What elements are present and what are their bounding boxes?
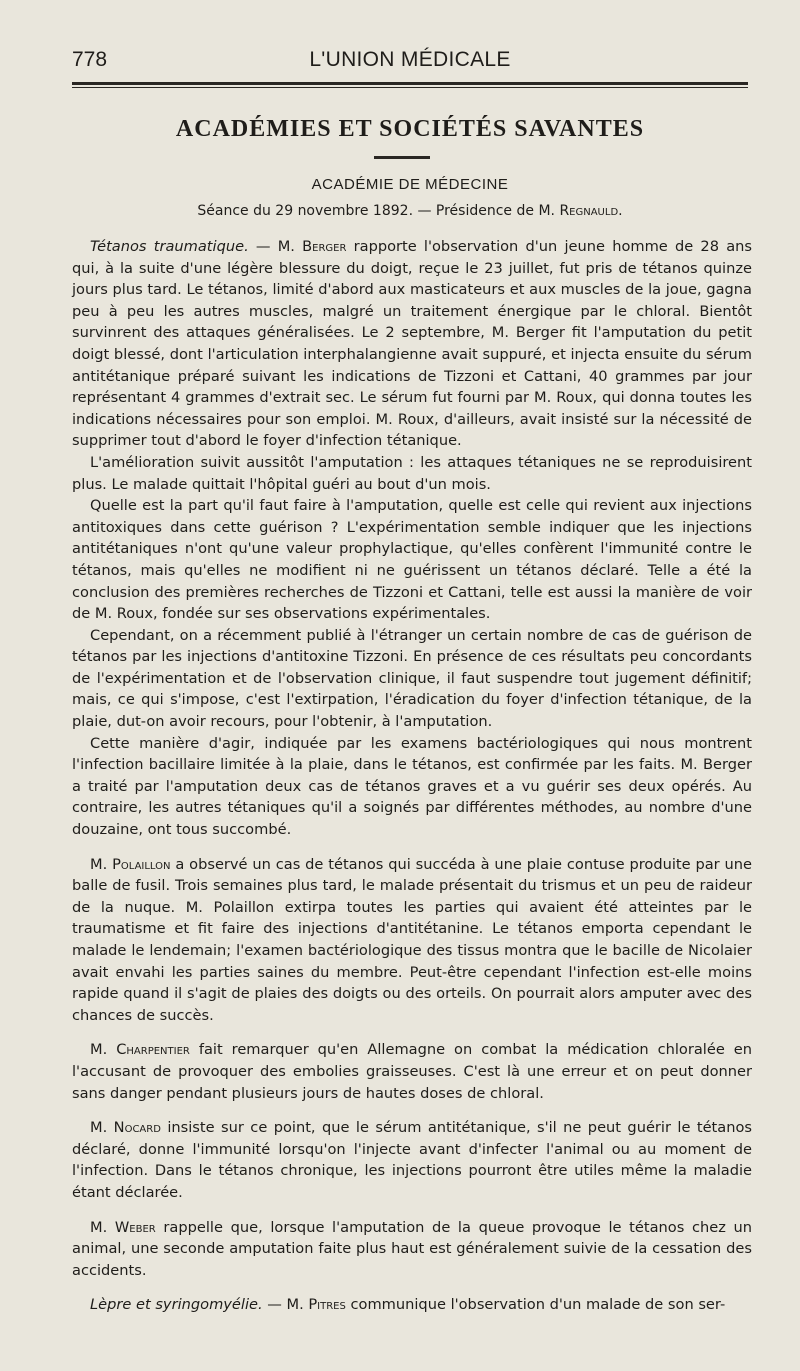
running-title: L'UNION MÉDICALE [309, 48, 511, 71]
section-title: ACADÉMIES ET SOCIÉTÉS SAVANTES [175, 116, 645, 142]
speaker-name: Charpentier [116, 1041, 190, 1059]
speaker-name: Berger [302, 238, 347, 255]
paragraph-heading: Lèpre et syringomyélie. [90, 1296, 263, 1314]
paragraph [72, 733, 752, 841]
seance-president: Regnauld. [559, 203, 623, 219]
paragraph [72, 1294, 752, 1316]
seance-text: Séance du 29 novembre 1892. — Présidence de M. [197, 203, 555, 219]
paragraph-text: a observé un cas de tétanos qui succéda à une plaie contuse produite par une balle de fusil. Trois semaines plus tard, le malade présentait du trismus et un peu de raideur de la nuque. M. Polaillon extirpa toutes les parties qui avaient été atteintes par le traumatisme et fit faire des injections d'antitétanine. Le tétanos emporta cependant le malade le lendemain; l'examen bactériologique des tissus montra que le bacille de Nicolaier avait envahi les parties saines du membre. Peut-être cependant l'infection est-elle moins rapide quand il s'agit de plaies des doigts ou des orteils. On pourrait alors amputer avec des chances de succès. [72, 855, 752, 1024]
paragraph [72, 854, 752, 1027]
header-rule-thin [72, 87, 748, 88]
paragraph-lead: M. [90, 855, 113, 873]
paragraph-text: communique l'observation d'un malade de son ser- [345, 1296, 726, 1314]
paragraph [72, 452, 752, 495]
paragraph-lead: — M. [248, 238, 303, 255]
paragraph [72, 1217, 752, 1282]
speaker-name: Weber [114, 1218, 156, 1236]
paragraph [72, 236, 752, 452]
article-body [72, 236, 752, 1316]
paragraph-text: Cette manière d'agir, indiquée par les examens bactériologiques qui nous montrent l'infection bacillaire limitée à la plaie, dans le tétanos, est confirmée par les faits. M. Berger a traité par l'amputation deux cas de tétanos graves et a vu guérir ses deux opérés. Au contraire, les autres tétaniques qu'il a soignés par différentes méthodes, au nombre d'une douzaine, ont tous succombé. [72, 734, 752, 839]
paragraph [72, 1117, 752, 1203]
paragraph-lead: — M. [262, 1296, 309, 1314]
speaker-name: Polaillon [112, 855, 171, 873]
paragraph-text: rapporte l'observation d'un jeune homme de 28 ans qui, à la suite d'une légère blessure du doigt, reçue le 23 juillet, fut pris de tétanos quinze jours plus tard. Le tétanos, limité d'abord aux masticateurs et aux muscles de la joue, gagna peu à peu les autres muscles, malgré un traitement énergique par le chloral. Bientôt survinrent des attaques généralisées. Le 2 septembre, M. Berger fit l'amputation du petit doigt blessé, dont l'articulation interphalangienne avait suppuré, et injecta ensuite du sérum antitétanique préparé suivant les indications de Tizzoni et Cattani, 40 grammes par jour représentant 4 grammes d'extrait sec. Le sérum fut fourni par M. Roux, qui donna toutes les indications nécessaires pour son emploi. M. Roux, d'ailleurs, avait insisté sur la nécessité de supprimer tout d'abord le foyer d'infection tétanique. [72, 238, 752, 450]
page-number: 778 [72, 48, 108, 71]
title-separator [374, 156, 430, 159]
speaker-name: Nocard [113, 1119, 161, 1137]
paragraph-text: fait remarquer qu'en Allemagne on combat la médication chloralée en l'accusant de provoquer des embolies graisseuses. C'est là une erreur et on peut donner sans danger pendant plusieurs jours de hautes doses de chloral. [72, 1041, 753, 1102]
paragraph-text: L'amélioration suivit aussitôt l'amputation : les attaques tétaniques ne se reproduisirent plus. Le malade quittait l'hôpital guéri au bout d'un mois. [72, 453, 752, 493]
paragraph-lead: M. [90, 1119, 114, 1137]
academy-subtitle: ACADÉMIE DE MÉDECINE [311, 176, 509, 193]
header-rule [72, 82, 748, 85]
paragraph-lead: M. [90, 1041, 117, 1059]
seance-line [72, 203, 748, 219]
paragraph-lead: M. [90, 1218, 115, 1236]
page-header [72, 48, 748, 80]
paragraph-text: Quelle est la part qu'il faut faire à l'amputation, quelle est celle qui revient aux injections antitoxiques dans cette guérison ? L'expérimentation semble indiquer que les injections antitétaniques n'ont qu'une valeur prophylactique, qu'elles confèrent l'immunité contre le tétanos, mais qu'elles ne modifient ni ne guérissent un tétanos déclaré. Telle a été la conclusion des premières recherches de Tizzoni et Cattani, telle est aussi la manière de voir de M. Roux, fondée sur ses observations expérimentales. [72, 497, 752, 623]
paragraph-heading: Tétanos traumatique. [90, 238, 249, 255]
speaker-name: Pitres [308, 1296, 346, 1314]
paragraph [72, 625, 752, 733]
paragraph [72, 495, 752, 625]
paragraph [72, 1039, 752, 1104]
paragraph-text: Cependant, on a récemment publié à l'étranger un certain nombre de cas de guérison de tétanos par les injections d'antitoxine Tizzoni. En présence de ces résultats peu concordants de l'expérimentation et de l'observation clinique, il faut suspendre tout jugement définitif; mais, ce qui s'impose, c'est l'extirpation, l'éradication du foyer d'infection tétanique, de la plaie, dut-on avoir recours, pour l'obtenir, à l'amputation. [72, 626, 752, 731]
paragraph-text: insiste sur ce point, que le sérum antitétanique, s'il ne peut guérir le tétanos déclaré, donne l'immunité lorsqu'on l'injecte avant d'infecter l'animal ou au moment de l'infection. Dans le tétanos chronique, les injections pourront être utiles même la maladie étant déclarée. [72, 1119, 753, 1201]
paragraph-text: rappelle que, lorsque l'amputation de la queue provoque le tétanos chez un animal, une seconde amputation faite plus haut est généralement suivie de la cessation des accidents. [72, 1218, 752, 1279]
